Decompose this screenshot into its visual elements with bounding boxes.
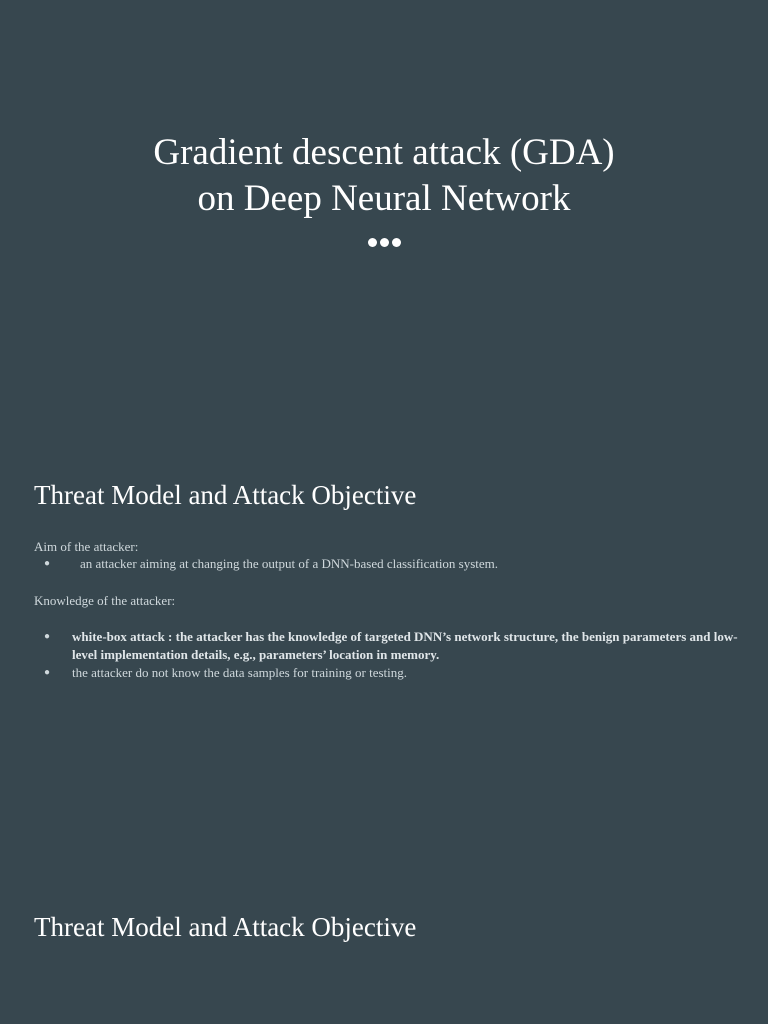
bullet-text: an attacker aiming at changing the output of a DNN-based classification system. xyxy=(80,556,499,571)
slide-heading: Threat Model and Attack Objective xyxy=(34,912,417,942)
slide-title xyxy=(0,130,768,222)
aim-label: Aim of the attacker: xyxy=(34,539,139,554)
threat-model-slide-2 xyxy=(0,864,768,1024)
dot xyxy=(368,238,377,247)
knowledge-label: Knowledge of the attacker: xyxy=(34,593,176,608)
bullet-icon: ● xyxy=(44,667,51,678)
dot xyxy=(392,238,401,247)
aim-bullet-list xyxy=(34,555,744,573)
knowledge-bullet-list xyxy=(34,628,744,682)
title-line-1: Gradient descent attack (GDA) xyxy=(153,132,615,173)
ellipsis-icon xyxy=(0,238,768,247)
list-item xyxy=(34,555,744,573)
list-item xyxy=(34,664,744,682)
list-item xyxy=(34,628,744,664)
slide-heading: Threat Model and Attack Objective xyxy=(34,480,417,510)
bullet-icon: ● xyxy=(44,558,51,569)
bullet-text: white-box attack : the attacker has the knowledge of targeted DNN’s network structure, the benign parameters and low-level implementation details, e.g., parameters’ location in memory. xyxy=(72,629,738,662)
bullet-text: the attacker do not know the data samples for training or testing. xyxy=(72,665,408,680)
bullet-icon: ● xyxy=(44,631,51,642)
title-slide xyxy=(0,0,768,432)
title-line-2: on Deep Neural Network xyxy=(197,178,571,219)
threat-model-slide xyxy=(0,432,768,864)
dot xyxy=(380,238,389,247)
